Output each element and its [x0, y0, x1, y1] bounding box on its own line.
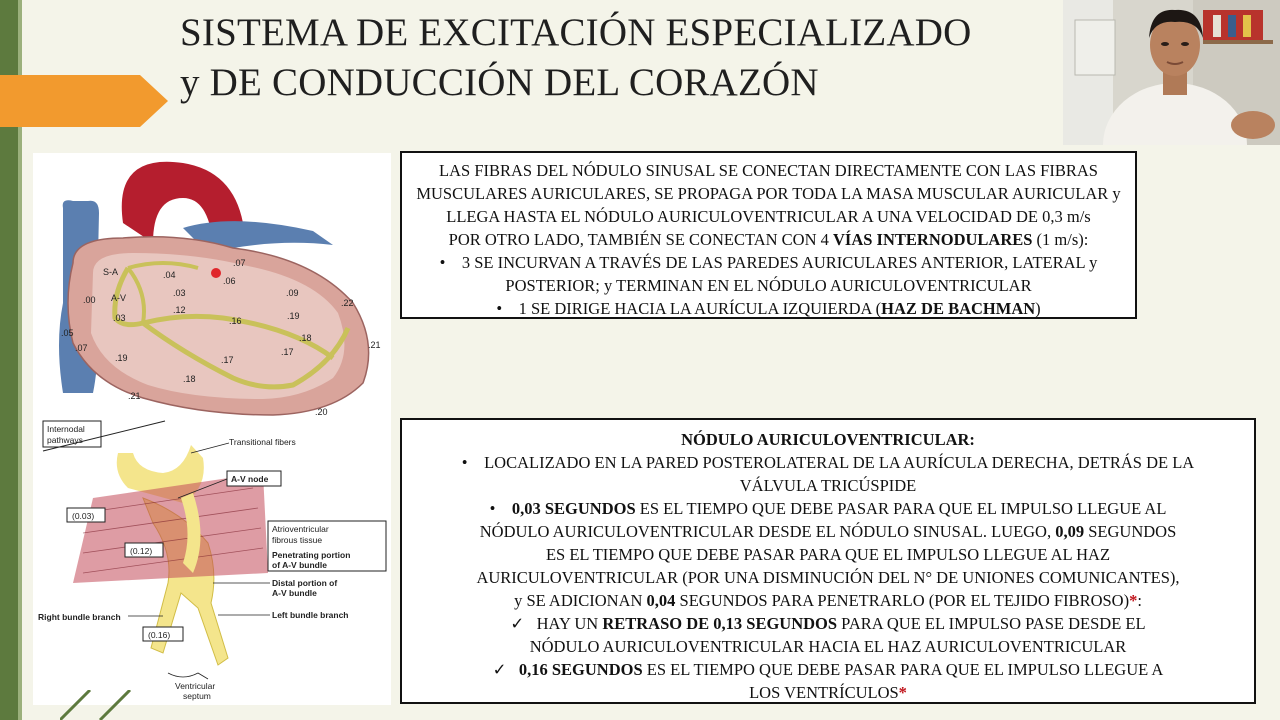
label-v016: (0.16) — [148, 630, 171, 640]
box2-retraso: RETRASO DE 0,13 SEGUNDOS — [602, 614, 838, 633]
label-t21b: .21 — [128, 391, 141, 401]
label-avnode: A-V node — [231, 474, 269, 484]
box1-line3: LLEGA HASTA EL NÓDULO AURICULOVENTRICULAR A UNA VELOCIDAD DE 0,3 m/s — [446, 207, 1091, 226]
bullet-icon: • — [439, 253, 446, 272]
box2-bullet1 — [412, 451, 1244, 474]
label-sep1: Ventricular — [175, 681, 216, 691]
sinus-node-info-box — [400, 151, 1137, 319]
label-atrio1: Atrioventricular — [272, 524, 329, 534]
checkmark-icon: ✓ — [510, 614, 525, 633]
fibrous-tissue-shape — [73, 473, 268, 583]
label-dist2: A-V bundle — [272, 588, 317, 598]
box1-line4c: (1 m/s): — [1032, 230, 1089, 249]
presenter-video — [1063, 0, 1280, 145]
box2-bullet2 — [412, 497, 1244, 520]
label-t16: .16 — [229, 316, 242, 326]
box2-c1c: NÓDULO AURICULOVENTRICULAR HACIA EL HAZ AURICULOVENTRICULAR — [529, 637, 1127, 656]
septum-brace — [168, 673, 208, 679]
box1-line4 — [412, 228, 1125, 251]
box2-check2 — [412, 658, 1244, 681]
box2-c1b: PARA QUE EL IMPULSO PASE DESDE EL — [837, 614, 1146, 633]
box1-bachman: HAZ DE BACHMAN — [881, 299, 1036, 318]
box2-b2l5a: y SE ADICIONAN — [514, 591, 647, 610]
label-pathways: pathways — [47, 435, 83, 445]
label-t00: .00 — [83, 295, 96, 305]
label-t04: .04 — [163, 270, 176, 280]
asterisk-icon: * — [898, 683, 907, 702]
box2-009: 0,09 — [1055, 522, 1085, 541]
label-t18a: .18 — [299, 333, 312, 343]
title-arrow-decoration — [0, 75, 168, 127]
label-v003: (0.03) — [72, 511, 95, 521]
label-pen2: of A-V bundle — [272, 560, 327, 570]
box2-b1a: LOCALIZADO EN LA PARED POSTEROLATERAL DE LA AURÍCULA DERECHA, DETRÁS DE LA — [484, 453, 1195, 472]
label-t18b: .18 — [183, 374, 196, 384]
label-internodal: Internodal — [47, 424, 85, 434]
label-t19b: .19 — [115, 353, 128, 363]
slide-title-line2: y DE CONDUCCIÓN DEL CORAZÓN — [180, 61, 819, 104]
box1-bullet1b: POSTERIOR; y TERMINAN EN EL NÓDULO AURICULOVENTRICULAR — [505, 276, 1032, 295]
box1-internodular: VÍAS INTERNODULARES — [833, 230, 1033, 249]
asterisk-icon: * — [1129, 591, 1138, 610]
box1-bullet2a: 1 SE DIRIGE HACIA LA AURÍCULA IZQUIERDA ( — [518, 299, 882, 318]
label-t20: .20 — [315, 407, 328, 417]
bullet-icon: • — [461, 453, 468, 472]
webcam-overlay — [1063, 0, 1280, 145]
slide-title-line1: SISTEMA DE EXCITACIÓN ESPECIALIZADO — [180, 11, 972, 54]
box2-b2l2b: SEGUNDOS — [1084, 522, 1177, 541]
box2-c2b-line — [412, 681, 1244, 704]
box2-003: 0,03 SEGUNDOS — [511, 499, 636, 518]
bullet-icon: • — [496, 299, 503, 318]
box2-004: 0,04 — [646, 591, 676, 610]
label-atrio2: fibrous tissue — [272, 535, 323, 545]
box2-heading — [412, 428, 1244, 451]
box2-016: 0,16 SEGUNDOS — [518, 660, 643, 679]
box2-b2l3: ES EL TIEMPO QUE DEBE PASAR PARA QUE EL IMPULSO LLEGUE AL HAZ — [545, 545, 1111, 564]
box1-line2: MUSCULARES AURICULARES, SE PROPAGA POR TODA LA MASA MUSCULAR AURICULAR y — [416, 184, 1121, 203]
label-t07b: .07 — [75, 343, 88, 353]
box2-colon: : — [1137, 591, 1142, 610]
box2-c1a: HAY UN — [536, 614, 603, 633]
label-t19a: .19 — [287, 311, 300, 321]
box2-b2l5b: SEGUNDOS PARA PENETRARLO (POR EL TEJIDO FIBROSO) — [675, 591, 1130, 610]
label-v012: (0.12) — [130, 546, 153, 556]
bottom-decoration — [60, 690, 180, 720]
label-t03a: .03 — [113, 313, 126, 323]
label-t17b: .17 — [221, 355, 234, 365]
pointer-dot — [211, 268, 221, 278]
label-left: Left bundle branch — [272, 610, 349, 620]
label-t09: .09 — [286, 288, 299, 298]
heart-conduction-figure — [33, 153, 391, 705]
transitional-leader — [191, 443, 229, 453]
label-t17a: .17 — [281, 347, 294, 357]
label-t06: .06 — [223, 276, 236, 286]
slide-title — [180, 8, 1060, 108]
label-t03b: .03 — [173, 288, 186, 298]
box1-bullet1 — [412, 251, 1125, 274]
label-av: A-V — [111, 293, 127, 303]
box2-c2b: LOS VENTRÍCULOS — [749, 683, 899, 702]
box2-b2l5 — [412, 589, 1244, 612]
checkmark-icon: ✓ — [492, 660, 507, 679]
label-sep2: septum — [183, 691, 211, 701]
label-t07a: .07 — [233, 258, 246, 268]
label-pen1: Penetrating portion — [272, 550, 351, 560]
box2-heading-text: NÓDULO AURICULOVENTRICULAR: — [681, 430, 975, 449]
box1-bullet2 — [412, 297, 1125, 320]
label-t05: .05 — [61, 328, 74, 338]
box1-line4a: POR OTRO LADO, TAMBIÉN SE CONECTAN CON 4 — [448, 230, 833, 249]
box2-b2l2a: NÓDULO AURICULOVENTRICULAR DESDE EL NÓDULO SINUSAL. LUEGO, — [479, 522, 1056, 541]
box1-bullet1a: 3 SE INCURVAN A TRAVÉS DE LAS PAREDES AURICULARES ANTERIOR, LATERAL y — [461, 253, 1098, 272]
box2-b2l2 — [412, 520, 1244, 543]
heart-diagram — [33, 153, 391, 705]
label-right: Right bundle branch — [38, 612, 121, 622]
box2-b1b: VÁLVULA TRICÚSPIDE — [739, 476, 917, 495]
label-t22: .22 — [341, 298, 354, 308]
label-t21a: .21 — [368, 340, 381, 350]
box2-check1 — [412, 612, 1244, 635]
label-dist1: Distal portion of — [272, 578, 338, 588]
box1-bullet2c: ) — [1035, 299, 1041, 318]
box2-c2a: ES EL TIEMPO QUE DEBE PASAR PARA QUE EL IMPULSO LLEGUE A — [642, 660, 1164, 679]
label-transitional: Transitional fibers — [229, 437, 296, 447]
box2-b2l1: ES EL TIEMPO QUE DEBE PASAR PARA QUE EL IMPULSO LLEGUE AL — [635, 499, 1167, 518]
bullet-icon: • — [489, 499, 496, 518]
label-t12: .12 — [173, 305, 186, 315]
box1-line1: LAS FIBRAS DEL NÓDULO SINUSAL SE CONECTAN DIRECTAMENTE CON LAS FIBRAS — [439, 161, 1098, 180]
av-node-info-box — [400, 418, 1256, 704]
box2-b2l4: AURICULOVENTRICULAR (POR UNA DISMINUCIÓN DEL N° DE UNIONES COMUNICANTES), — [476, 568, 1180, 587]
label-sa: S-A — [103, 267, 119, 277]
